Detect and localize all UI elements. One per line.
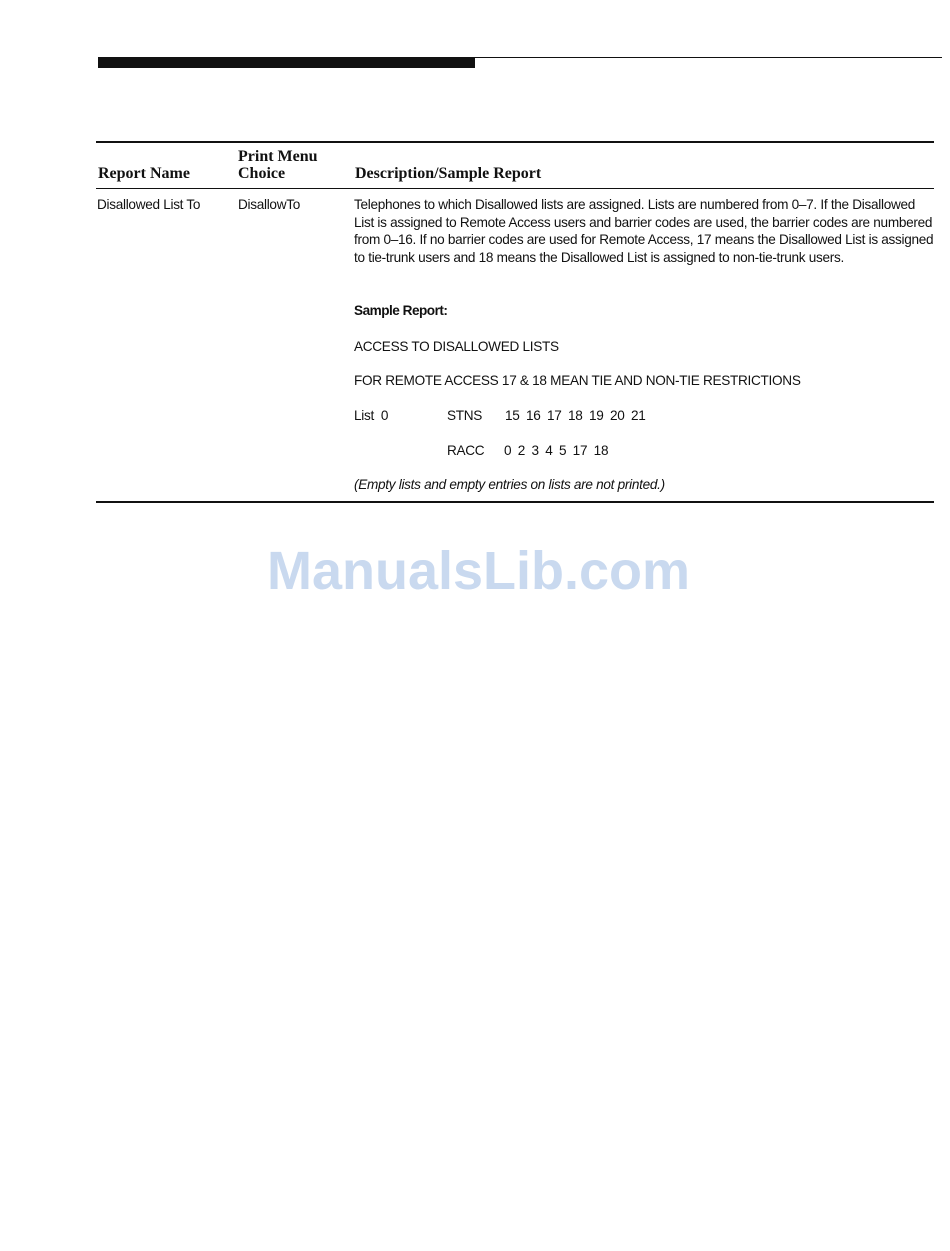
table-top-rule bbox=[96, 141, 934, 143]
sample-report-label: Sample Report: bbox=[354, 303, 448, 318]
table-bottom-rule bbox=[96, 501, 934, 503]
stns-label: STNS bbox=[447, 408, 483, 423]
watermark: ManualsLib.com bbox=[267, 541, 691, 601]
racc-label: RACC bbox=[447, 443, 485, 458]
report-name-cell: Disallowed List To bbox=[97, 197, 201, 212]
sample-report-note: (Empty lists and empty entries on lists are not printed.) bbox=[354, 477, 665, 492]
racc-values: 0 2 3 4 5 17 18 bbox=[504, 443, 609, 458]
print-menu-choice-cell: DisallowTo bbox=[238, 197, 300, 212]
header-bar-thin bbox=[475, 57, 942, 58]
column-header-print-menu-choice: Print Menu Choice bbox=[238, 148, 318, 182]
sample-report-line-2: FOR REMOTE ACCESS 17 & 18 MEAN TIE AND NON-TIE RESTRICTIONS bbox=[354, 373, 801, 388]
column-header-report-name: Report Name bbox=[98, 165, 190, 182]
header-bar-thick bbox=[98, 57, 475, 68]
list-number-label: List 0 bbox=[354, 408, 389, 423]
column-header-description: Description/Sample Report bbox=[355, 165, 542, 182]
stns-values: 15 16 17 18 19 20 21 bbox=[505, 408, 646, 423]
table-header-rule bbox=[96, 188, 934, 189]
description-cell: Telephones to which Disallowed lists are assigned. Lists are numbered from 0–7. If the Disallowed List is assigned to Remote Access users and barrier codes are used, the barrier codes are numbered from 0–16. If no barrier codes are used for Remote Access, 17 means the Disallowed List is assigned to tie-trunk users and 18 means the Disallowed List is assigned to non-tie-trunk users. bbox=[354, 197, 934, 265]
sample-report-line-1: ACCESS TO DISALLOWED LISTS bbox=[354, 339, 559, 354]
